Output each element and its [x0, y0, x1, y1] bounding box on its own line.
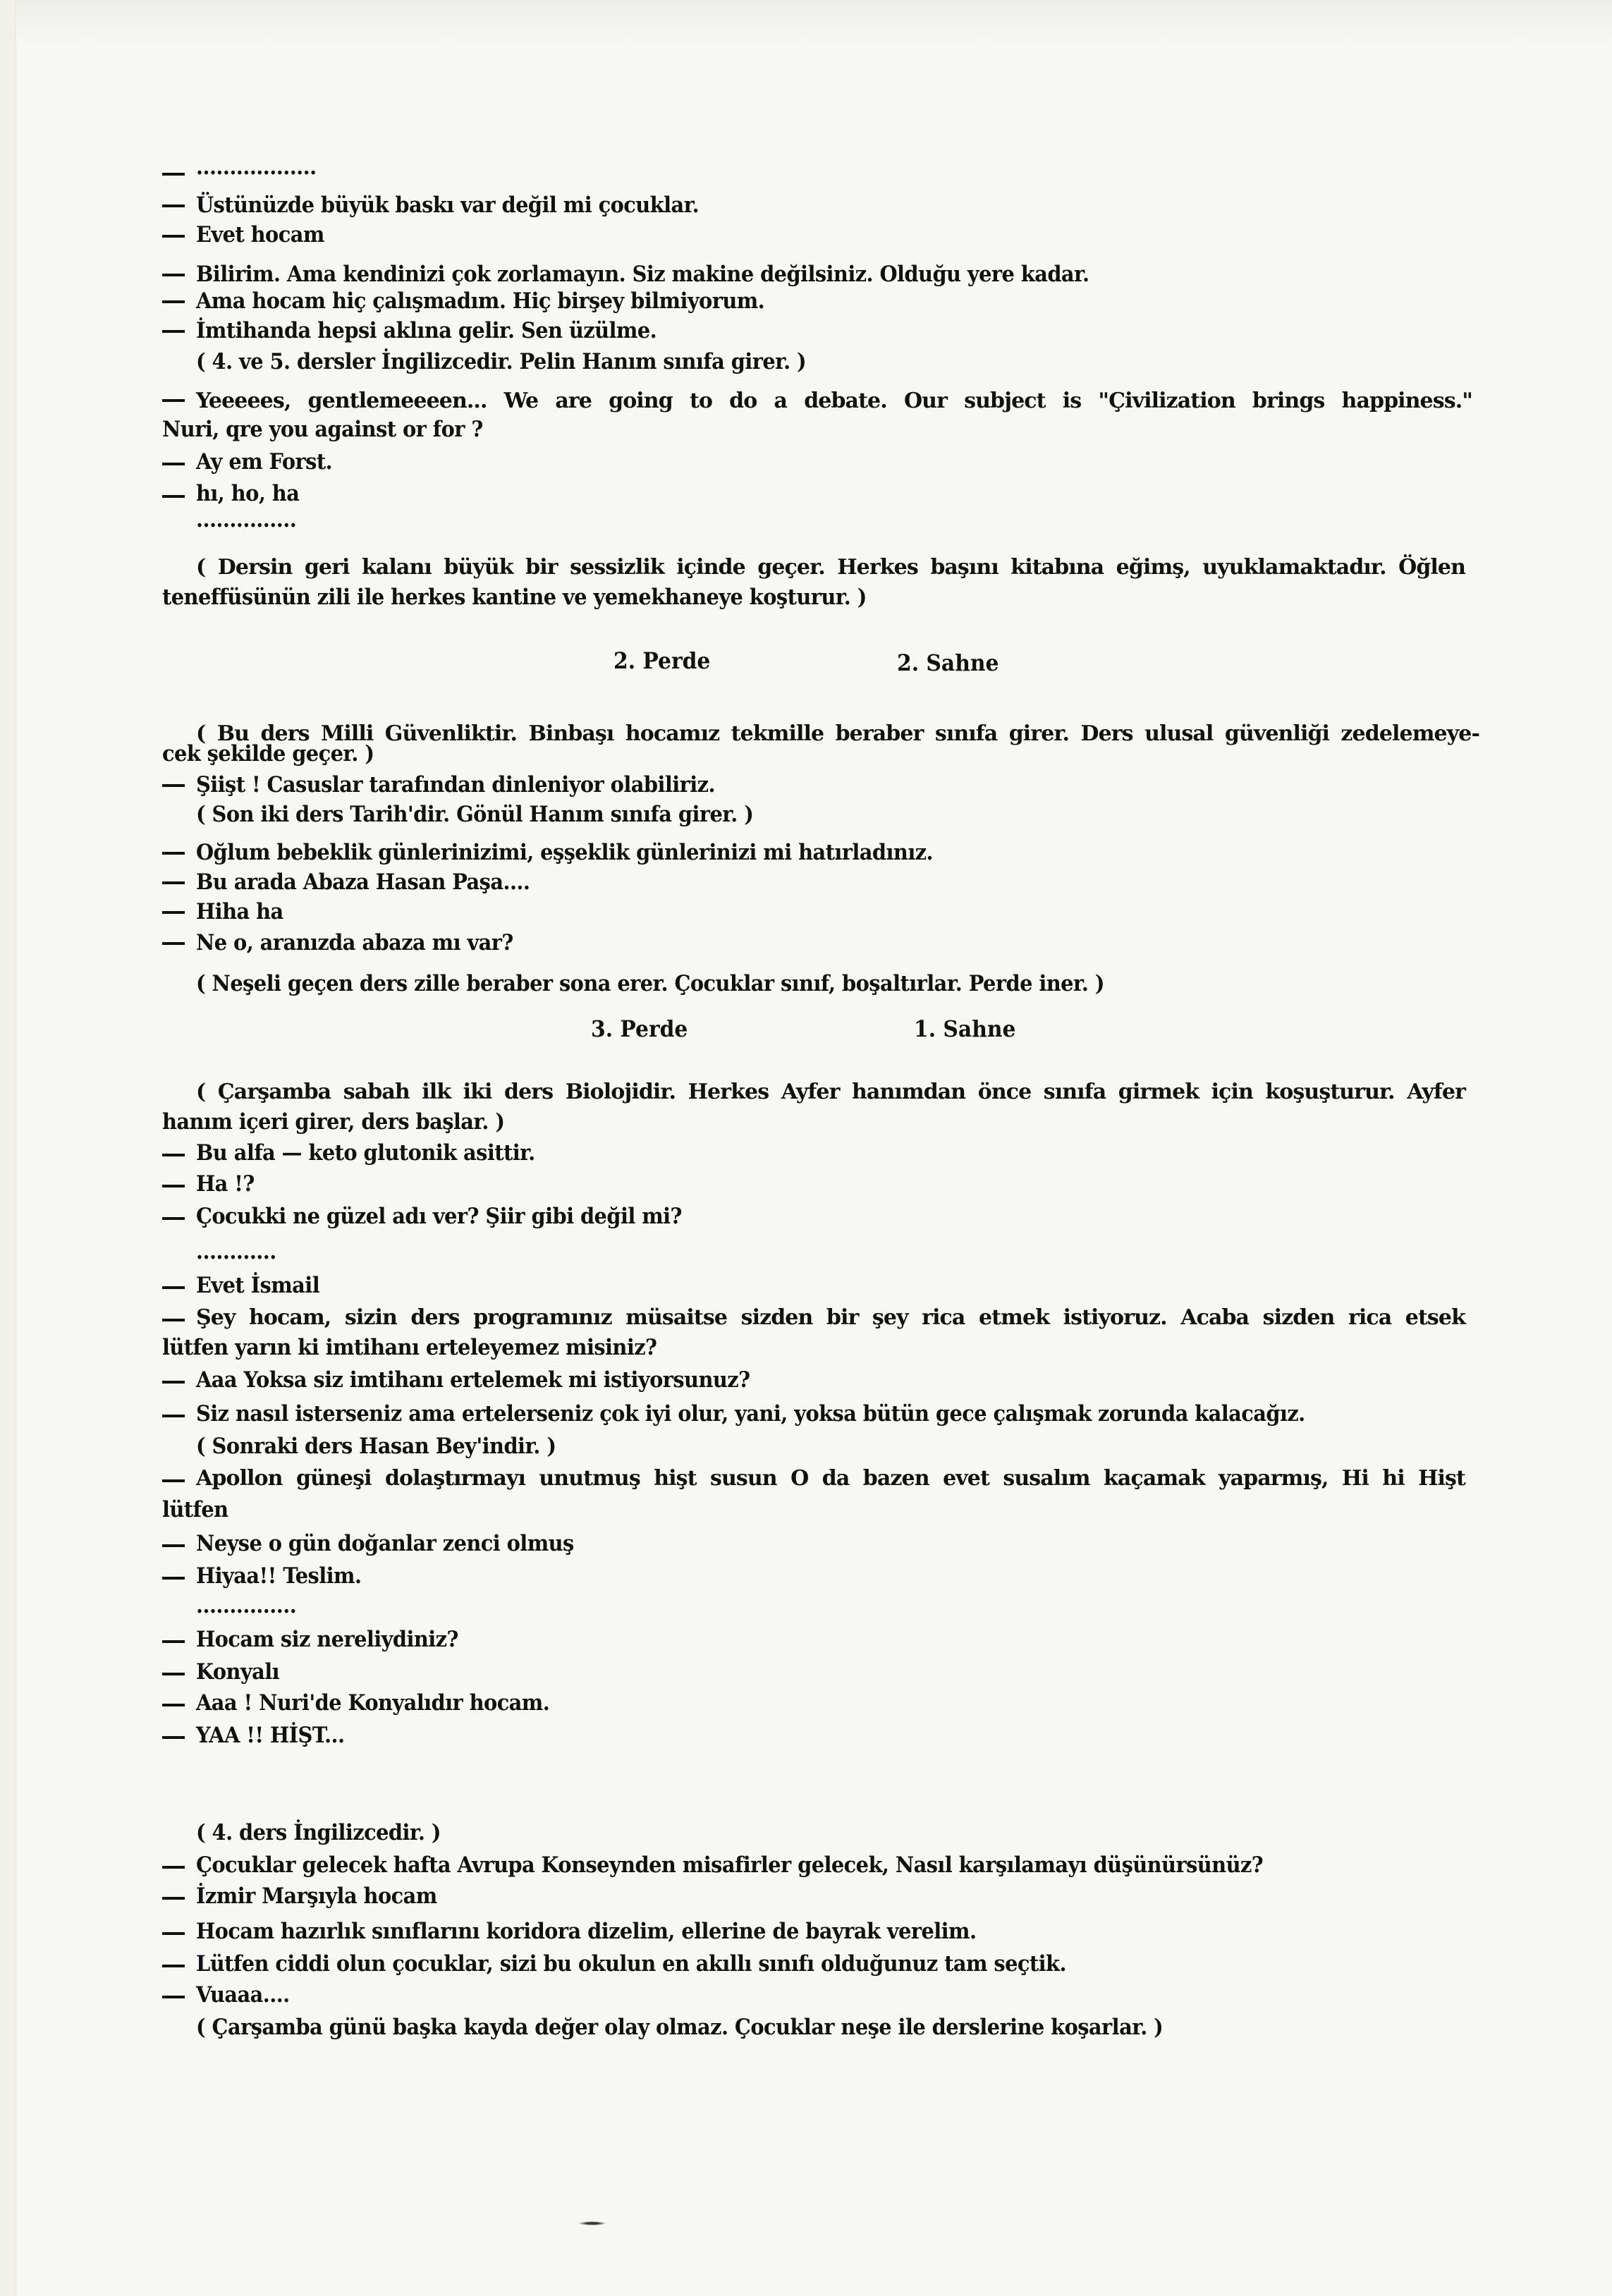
dialogue-line: Ay em Forst.	[196, 449, 333, 475]
stage-direction: ( 4. ders İngilizcedir. )	[196, 1820, 441, 1845]
dialogue-dash	[162, 852, 185, 855]
dialogue-line: Hocam hazırlık sınıflarını koridora dizelim, ellerine de bayrak verelim.	[196, 1919, 977, 1944]
dialogue-line: YAA !! HİŞT...	[196, 1723, 345, 1748]
dialogue-dash	[162, 942, 185, 945]
dialogue-dash	[162, 274, 185, 276]
dialogue-line-continued: lütfen yarın ki imtihanı erteleyemez misiniz?	[162, 1335, 657, 1360]
dialogue-line: Hiyaa!! Teslim.	[196, 1563, 362, 1589]
dialogue-line: İmtihanda hepsi aklına gelir. Sen üzülme.	[196, 318, 657, 343]
dialogue-dash	[162, 1217, 185, 1220]
stage-direction: ( 4. ve 5. dersler İngilizcedir. Pelin Hanım sınıfa girer. )	[196, 349, 807, 374]
dialogue-dash	[162, 1640, 185, 1643]
dialogue-dash	[162, 1897, 185, 1900]
dialogue-line: Bu arada Abaza Hasan Paşa....	[196, 869, 530, 895]
dialogue-dash	[162, 1996, 185, 1998]
dialogue-dash	[162, 1736, 185, 1739]
stage-direction: ( Son iki ders Tarih'dir. Gönül Hanım sınıfa girer. )	[196, 802, 754, 827]
page-top-shade	[0, 0, 1612, 46]
dialogue-line: Çocuklar gelecek hafta Avrupa Konseynden misafirler gelecek, Nasıl karşılamayı düşünürsünüz?	[196, 1852, 1264, 1878]
dialogue-dash	[162, 1479, 185, 1482]
stage-direction: ( Neşeli geçen ders zille beraber sona erer. Çocuklar sınıf, boşaltırlar. Perde iner. )	[196, 971, 1104, 996]
dialogue-dash	[162, 1577, 185, 1580]
dialogue-dash	[162, 1154, 185, 1156]
dialogue-dash	[162, 495, 185, 498]
dialogue-line: İzmir Marşıyla hocam	[196, 1883, 437, 1909]
ink-smudge-mark	[578, 2221, 606, 2225]
dialogue-line: Şey hocam, sizin ders programınız müsaitse sizden bir şey rica etmek istiyoruz. Acaba sizden rica etsek	[196, 1305, 1465, 1330]
dialogue-dash	[162, 1866, 185, 1869]
stage-direction-continued: cek şekilde geçer. )	[162, 741, 374, 767]
dialogue-line: Evet İsmail	[196, 1273, 320, 1298]
dialogue-dash	[162, 235, 185, 238]
dialogue-dash	[162, 204, 185, 207]
dialogue-line-continued: Nuri, qre you against or for ?	[162, 417, 483, 442]
stage-direction: ( Sonraki ders Hasan Bey'indir. )	[196, 1434, 556, 1459]
dialogue-dash	[162, 173, 185, 176]
dialogue-dash	[162, 1286, 185, 1289]
stage-direction: ( Bu ders Milli Güvenliktir. Binbaşı hocamız tekmille beraber sınıfa girer. Ders ulusal güvenliği zedelemeye-	[196, 721, 1479, 746]
dialogue-dash	[162, 330, 185, 333]
dialogue-line: Ama hocam hiç çalışmadım. Hiç birşey bilmiyorum.	[196, 288, 765, 314]
stage-direction-continued: teneffüsünün zili ile herkes kantine ve yemekhaneye koşturur. )	[162, 585, 867, 610]
dialogue-dash	[162, 1932, 185, 1935]
scene-heading: 2. Sahne	[897, 649, 999, 676]
dialogue-dash	[162, 1185, 185, 1187]
dialogue-line: Konyalı	[196, 1659, 280, 1685]
dialogue-line: Siz nasıl isterseniz ama ertelerseniz çok iyi olur, yani, yoksa bütün gece çalışmak zorunda kalacağız.	[196, 1401, 1305, 1427]
dialogue-line: Aaa Yoksa siz imtihanı ertelemek mi istiyorsunuz?	[196, 1367, 750, 1393]
dialogue-line: Oğlum bebeklik günlerinizimi, eşşeklik günlerinizi mi hatırladınız.	[196, 840, 934, 865]
dialogue-line: Çocukki ne güzel adı ver? Şiir gibi değil mi?	[196, 1204, 682, 1229]
dialogue-line: Üstünüzde büyük baskı var değil mi çocuklar.	[196, 193, 700, 218]
dialogue-line: Apollon güneşi dolaştırmayı unutmuş hişt susun O da bazen evet susalım kaçamak yaparmış, Hi hi Hişt	[196, 1466, 1465, 1491]
dialogue-line-continued: lütfen	[162, 1497, 228, 1522]
scene-heading: 1. Sahne	[914, 1015, 1016, 1042]
dialogue-line: Hiha ha	[196, 899, 283, 924]
dialogue-line: Bu alfa — keto glutonik asittir.	[196, 1140, 535, 1166]
dialogue-line: Ha !?	[196, 1171, 255, 1197]
dialogue-dash	[162, 1704, 185, 1706]
act-heading: 2. Perde	[613, 647, 711, 674]
dialogue-dash	[162, 1673, 185, 1675]
dialogue-line: Yeeeees, gentlemeeeen... We are going to do a debate. Our subject is "Çivilization brings happiness."	[196, 389, 1472, 413]
page-left-edge	[0, 0, 16, 2296]
dialogue-line: ..................	[196, 154, 317, 180]
dialogue-line: Bilirim. Ama kendinizi çok zorlamayın. Siz makine değilsiniz. Olduğu yere kadar.	[196, 262, 1089, 287]
dialogue-line: Neyse o gün doğanlar zenci olmuş	[196, 1531, 574, 1556]
dialogue-line: Evet hocam	[196, 222, 324, 248]
dialogue-dash	[162, 881, 185, 884]
dialogue-line: hı, ho, ha	[196, 481, 300, 506]
dialogue-dash	[162, 1381, 185, 1384]
dialogue-dash	[162, 399, 185, 402]
ellipsis-line: ............	[196, 1239, 276, 1264]
dialogue-line: Aaa ! Nuri'de Konyalıdır hocam.	[196, 1690, 550, 1716]
dialogue-dash	[162, 463, 185, 465]
dialogue-dash	[162, 784, 185, 787]
stage-direction: ( Çarşamba sabah ilk iki ders Biolojidir. Herkes Ayfer hanımdan önce sınıfa girmek için koşuşturur. Ayfer	[196, 1080, 1465, 1104]
dialogue-line: Hocam siz nereliydiniz?	[196, 1627, 458, 1652]
dialogue-dash	[162, 1319, 185, 1321]
dialogue-dash	[162, 1965, 185, 1967]
dialogue-line: Vuaaa....	[196, 1982, 290, 2008]
dialogue-dash	[162, 911, 185, 914]
dialogue-line: Lütfen ciddi olun çocuklar, sizi bu okulun en akıllı sınıfı olduğunuz tam seçtik.	[196, 1951, 1066, 1977]
dialogue-dash	[162, 1544, 185, 1547]
ellipsis-line: ...............	[196, 507, 297, 532]
dialogue-dash	[162, 1415, 185, 1417]
dialogue-line: Şiişt ! Casuslar tarafından dinleniyor olabiliriz.	[196, 772, 715, 798]
dialogue-line: Ne o, aranızda abaza mı var?	[196, 930, 513, 955]
act-heading: 3. Perde	[591, 1015, 688, 1042]
stage-direction: ( Dersin geri kalanı büyük bir sessizlik içinde geçer. Herkes başını kitabına eğimş, uyuklamaktadır. Öğlen	[196, 555, 1465, 580]
stage-direction: ( Çarşamba günü başka kayda değer olay olmaz. Çocuklar neşe ile derslerine koşarlar. )	[196, 2015, 1164, 2040]
stage-direction-continued: hanım içeri girer, ders başlar. )	[162, 1109, 505, 1135]
ellipsis-line: ...............	[196, 1593, 297, 1618]
dialogue-dash	[162, 300, 185, 303]
